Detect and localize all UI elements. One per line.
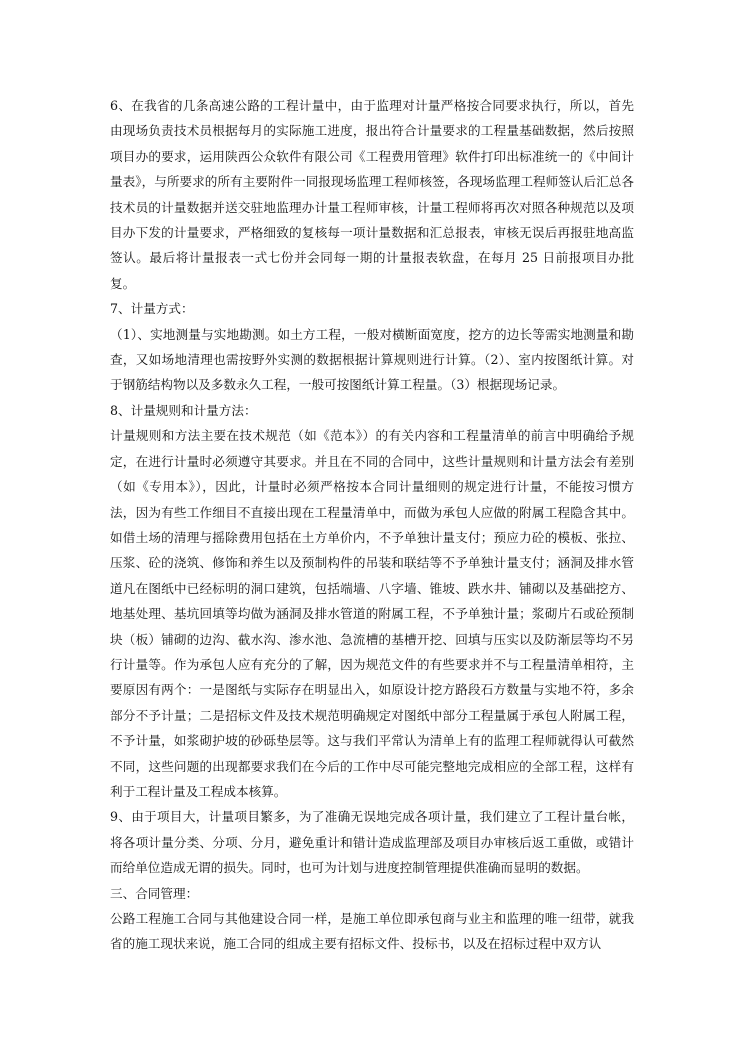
paragraph-item-6: 6、在我省的几条高速公路的工程计量中，由于监理对计量严格按合同要求执行，所以，首先由现场负责技术员根据每月的实际施工进度，报出符合计量要求的工程量基础数据，然后按照项目办的要求，运用陕西公众软件有限公司《工程费用管理》软件打印出标准统一的《中间计量表》，与所要求的所有主要附件一同报现场监理工程师核签，各现场监理工程师签认后汇总各技术员的计量数据并送交驻地监理办计量工程师审核，计量工程师将再次对照各种规范以及项目办下发的计量要求，严格细致的复核每一项计量数据和汇总报表，审核无误后再报驻地高监签认。最后将计量报表一式七份并会同每一期的计量报表软盘，在每月 25 日前报项目办批复。 [110,98,634,291]
document-page [110,93,634,957]
paragraph-measurement-rules: 计量规则和方法主要在技术规范（如《范本》）的有关内容和工程量清单的前言中明确给予规定，在进行计量时必须遵守其要求。并且在不同的合同中，这些计量规则和计量方法会有差别（如《专用本》），因此，计量时必须严格按本合同计量细则的规定进行计量，不能按习惯方法，因为有些工作细目不直接出现在工程量清单中，而做为承包人应做的附属工程隐含其中。如借土场的清理与摇除费用包括在土方单价内，不予单独计量支付；预应力砼的模板、张拉、压浆、砼的浇筑、修饰和养生以及预制构件的吊装和联结等不予单独计量支付；涵洞及排水管道凡在图纸中已经标明的洞口建筑，包括端墙、八字墙、锥坡、跌水井、铺砌以及基础挖方、地基处理、基坑回填等均做为涵洞及排水管道的附属工程，不予单独计量；浆砌片石或砼预制块（板）铺砌的边沟、截水沟、渗水池、急流槽的基槽开挖、回填与压实以及防渐层等均不另行计量等。作为承包人应有充分的了解，因为规范文件的有些要求并不与工程量清单相符，主要原因有两个：一是图纸与实际存在明显出入，如原设计挖方路段石方数量与实地不符，多余部分不予计量；二是招标文件及技术规范明确规定对图纸中部分工程量属于承包人附属工程，不予计量，如浆砌护坡的砂砾垫层等。这与我们平常认为清单上有的监理工程师就得认可截然不同，这些问题的出现都要求我们在今后的工作中尽可能完整地完成相应的全部工程，这样有利于工程计量及工程成本核算。 [110,428,634,799]
heading-measurement-rules: 8、计量规则和计量方法： [110,402,257,418]
paragraph-contract-management: 公路工程施工合同与其他建设合同一样，是施工单位即承包商与业主和监理的唯一纽带，就我省的施工现状来说，施工合同的组成主要有招标文件、投标书，以及在招标过程中双方认 [110,911,634,952]
heading-contract-management: 三、合同管理： [110,885,199,901]
paragraph-measurement-methods: （1）、实地测量与实地勘测。如土方工程，一般对横断面宽度，挖方的边长等需实地测量和勘查，又如场地清理也需按野外实测的数据根据计算规则进行计算。（2）、室内按图纸计算。对于钢筋结构物以及多数永久工程，一般可按图纸计算工程量。（3）根据现场记录。 [110,326,634,393]
paragraph-item-9: 9、由于项目大，计量项目繁多，为了准确无误地完成各项计量，我们建立了工程计量台帐，将各项计量分类、分项、分月，避免重计和错计造成监理部及项目办审核后返工重做，或错计而给单位造成无谓的损失。同时，也可为计划与进度控制管理提供准确而显明的数据。 [110,809,634,876]
heading-measurement-methods: 7、计量方式： [110,301,194,317]
